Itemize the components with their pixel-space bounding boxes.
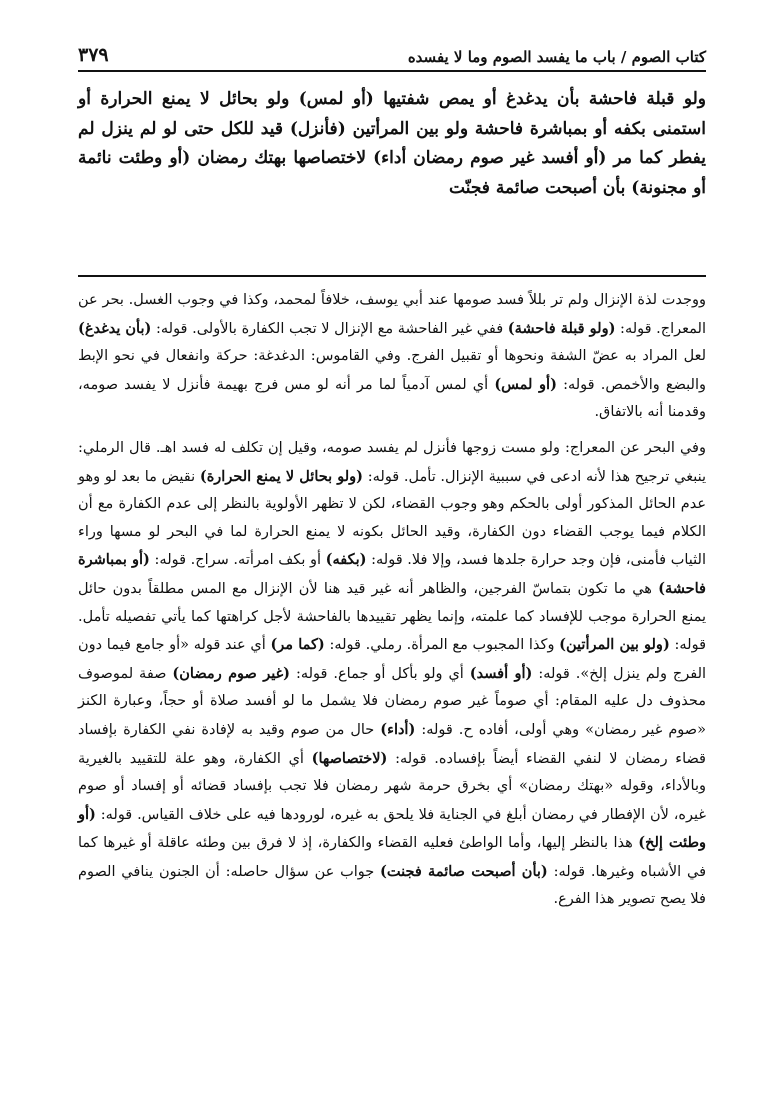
quoted-phrase: (بأن يدغدغ) xyxy=(78,319,152,337)
text-run: لاختصاصها بهتك رمضان xyxy=(190,148,374,169)
text-run: هي ما تكون بتماسّ الفرجين، والظاهر أنه غير قيد هنا لأن الإنزال مع المس مطلقاً بدون حائل يمنع الحرارة موجب للإفساد كما علمته، وإنما يظهر تقييدها بالفاحشة لأجل كراهتها كما يأتي تفصيله تأمل. قوله: xyxy=(78,580,706,654)
text-run: ووجدت لذة الإنزال ولم تر بللاً فسد صومها عند أبي يوسف، خلافاً لمحمد، وكذا في وجوب الغسل. بحر عن المعراج. قوله: xyxy=(78,292,706,337)
main-text xyxy=(78,85,706,203)
text-run: حال من صوم وقيد به لإفادة نفي الكفارة بإفساد قضاء رمضان لا لنفي القضاء أيضاً بإفساده. قوله: xyxy=(78,721,706,767)
quoted-phrase: (أو أفسد) xyxy=(469,664,533,682)
separator-rule xyxy=(78,275,706,277)
text-run: وفي البحر عن المعراج: ولو مست زوجها فأنزل لم يفسد صومه، وقيل إن تكلف له فسد اهـ. قال الرملي: ينبغي ترجيح هذا لأنه ادعى في سببية الإنزال. تأمل. قوله: xyxy=(78,439,707,485)
text-run: لعل المراد به عضّ الشفة ونحوها أو تقبيل الفرج. وفي القاموس: الدغدغة: حركة وانفعال في نحو الإبط والبضع والأخمص. قوله: xyxy=(78,348,706,393)
text-run: أي الكفارة، وهو علة للتقييد بالغيرية وبالأداء، وقوله «بهتك رمضان» أي بخرق حرمة شهر رمضان فلا تجب بإفساد قضائه أو إفساد أو صوم غيره، لأن الإفطار في رمضان أبلغ في الجناية فلا يلحق به غيره، لورودها فيه على خلاف القياس. قوله: xyxy=(78,750,706,823)
text-run: أو بكف امرأته. سراج. قوله: xyxy=(149,552,326,569)
page-number: ٣٧٩ xyxy=(78,44,109,66)
text-run: أي لمس آدمياً لما مر أنه لو مس فرج بهيمة فأنزل لا يفسد صومه، وقدمنا أنه بالاتفاق. xyxy=(78,376,706,421)
page xyxy=(78,40,706,1080)
quoted-phrase: (أداء) xyxy=(380,720,416,738)
text-run: أي ولو بأكل أو جماع. قوله: xyxy=(290,665,470,682)
quoted-phrase: (أو لمس) xyxy=(298,89,374,109)
text-run: جواب عن سؤال حاصله: أن الجنون ينافي الصوم فلا يصح تصوير هذا الفرع. xyxy=(78,863,706,908)
quoted-phrase: (فأنزل) xyxy=(289,118,346,139)
text-run: نقيض ما بعد لو وهو عدم الحائل المذكور أولى بالحكم وهو وجوب القضاء، لكن لا تظهر الأولوية بالنظر إلى عدم الكفارة مع أن الكلام فيما يوجب القضاء دون الكفارة، وقيد الحائل بكونه لا يمنع الحرارة لما في البحر لو مسها وراء الثياب فأمنى، فإن وجد حرارة جلدها فسد، وإلا فلا. قوله: xyxy=(78,468,706,569)
text-run: وكذا المجبوب مع المرأة. رملي. قوله: xyxy=(324,637,560,654)
quoted-phrase: (غير صوم رمضان) xyxy=(172,664,291,682)
text-run: قيد للكل حتى لو لم ينزل لم يفطر كما مر xyxy=(78,118,706,169)
quoted-phrase: (ولو قبلة فاحشة) xyxy=(507,319,616,337)
quoted-phrase: (أو أفسد غير صوم رمضان أداء) xyxy=(373,148,607,169)
commentary-paragraph xyxy=(78,435,706,914)
quoted-phrase: (ولو بحائل لا يمنع الحرارة) xyxy=(199,467,364,485)
text-run: ولو قبلة فاحشة بأن يدغدغ أو يمص شفتيها xyxy=(373,89,706,109)
quoted-phrase: (أو وطئت إلخ) xyxy=(78,805,707,852)
quoted-phrase: (بكفه) xyxy=(325,551,367,569)
quoted-phrase: (أو وطئت نائمة أو مجنونة) xyxy=(78,148,706,198)
text-run: ففي غير الفاحشة مع الإنزال لا تجب الكفارة بالأولى. قوله: xyxy=(151,320,508,337)
text-run: بأن أصبحت صائمة فجنّت xyxy=(449,177,632,198)
text-run: صفة لموصوف محذوف دل عليه المقام: أي صوماً غير صوم رمضان فلا يشمل ما لو أفسد صلاة أو حجاً، وعبارة الكنز «صوم غير رمضان» وهي أولى، أفاده ح. قوله: xyxy=(78,665,706,738)
quoted-phrase: (أو لمس) xyxy=(494,375,557,393)
quoted-phrase: (لاختصاصها) xyxy=(311,749,388,767)
running-header xyxy=(78,40,706,72)
quoted-phrase: (أو بمباشرة فاحشة) xyxy=(78,551,706,597)
quoted-phrase: (كما مر) xyxy=(270,636,325,654)
chapter-title: كتاب الصوم / باب ما يفسد الصوم وما لا يفسده xyxy=(407,48,706,66)
commentary-paragraph xyxy=(78,287,706,427)
quoted-phrase: (ولو بين المرأتين) xyxy=(559,636,670,654)
text-run: أي عند قوله «أو جامع فيما دون الفرج ولم ينزل إلخ». قوله: xyxy=(78,637,707,682)
text-run: ولو بحائل لا يمنع الحرارة أو استمنى بكفه أو بمباشرة فاحشة ولو بين المرأتين xyxy=(78,89,706,139)
commentary xyxy=(78,287,706,914)
quoted-phrase: (بأن أصبحت صائمة فجنت) xyxy=(380,862,548,880)
text-run: هذا بالنظر إليها، وأما الواطئ فعليه القضاء والكفارة، إذ لا فرق بين وطئه عاقلة أو غيرها كما في الأشباه وغيرها. قوله: xyxy=(78,835,707,880)
